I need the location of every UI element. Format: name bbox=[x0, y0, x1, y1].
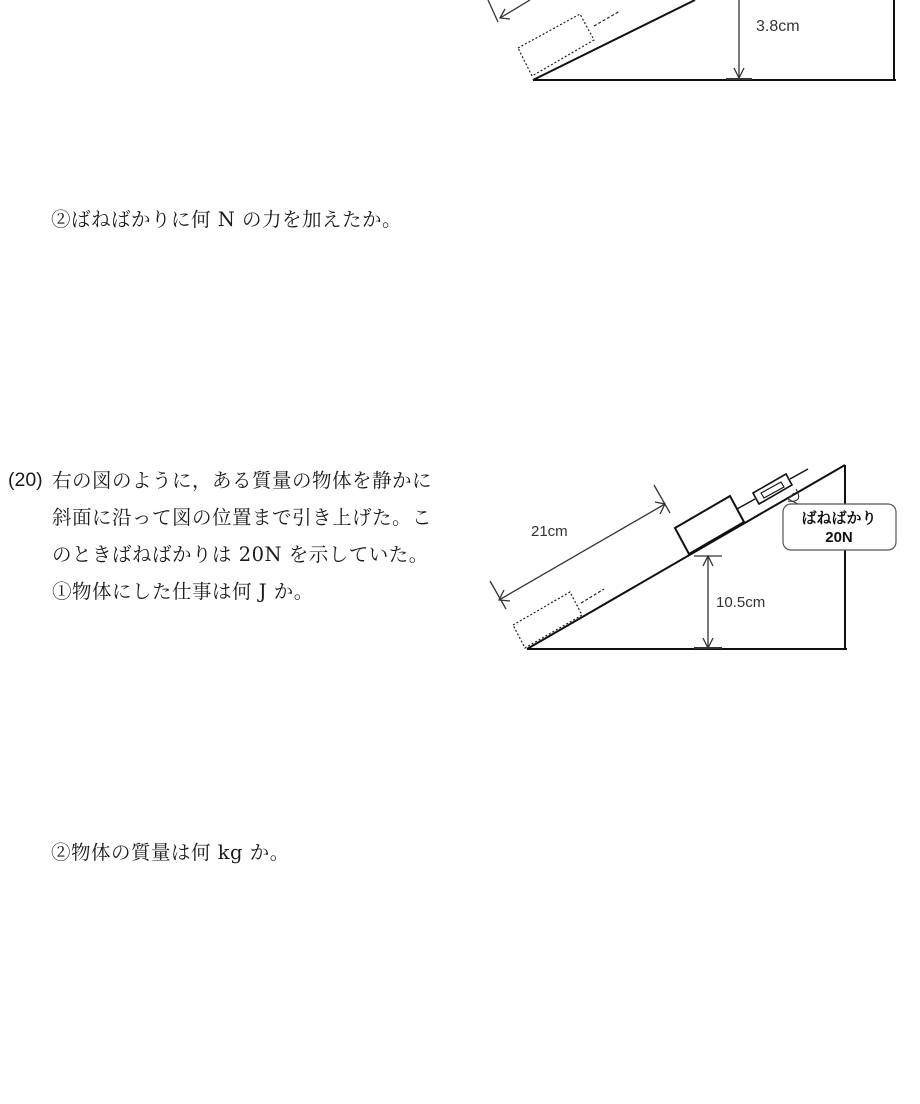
spring-scale-handle bbox=[790, 469, 808, 479]
question-line-2: 斜面に沿って図の位置まで引き上げた。こ bbox=[52, 506, 433, 529]
top-start-block bbox=[518, 14, 594, 76]
top-slope-dimension-arrowhead bbox=[500, 9, 510, 19]
start-block-hook bbox=[581, 589, 604, 603]
prev-question-sub2: ②ばねばかりに何 N の力を加えたか。 bbox=[51, 208, 402, 231]
question-number: (20) bbox=[8, 469, 43, 491]
scale-reading: 20N bbox=[825, 529, 853, 546]
start-block bbox=[513, 592, 582, 648]
slope-length-label: 21cm bbox=[531, 523, 568, 540]
top-incline-slope bbox=[533, 0, 695, 80]
end-block bbox=[675, 496, 744, 554]
scale-label: ばねばかり bbox=[801, 510, 877, 527]
top-incline-figure bbox=[0, 0, 920, 100]
question-line-3: のときばねばかりは 20N を示していた。 bbox=[52, 543, 429, 566]
slope-dimension-line bbox=[499, 504, 665, 600]
incline-figure bbox=[470, 455, 910, 670]
question-sub2: ②物体の質量は何 kg か。 bbox=[51, 841, 290, 864]
slope-dimension-arrowhead-end bbox=[655, 502, 665, 514]
pull-string bbox=[737, 499, 755, 509]
top-start-block-hook bbox=[594, 11, 620, 26]
question-sub1: ①物体にした仕事は何 J か。 bbox=[52, 580, 314, 603]
height-label: 10.5cm bbox=[716, 594, 766, 611]
top-slope-dimension-tick bbox=[488, 0, 498, 22]
question-line-1: 右の図のように，ある質量の物体を静かに bbox=[52, 469, 433, 492]
top-height-label: 3.8cm bbox=[756, 18, 800, 35]
slope-dimension-tick-start bbox=[490, 581, 506, 609]
